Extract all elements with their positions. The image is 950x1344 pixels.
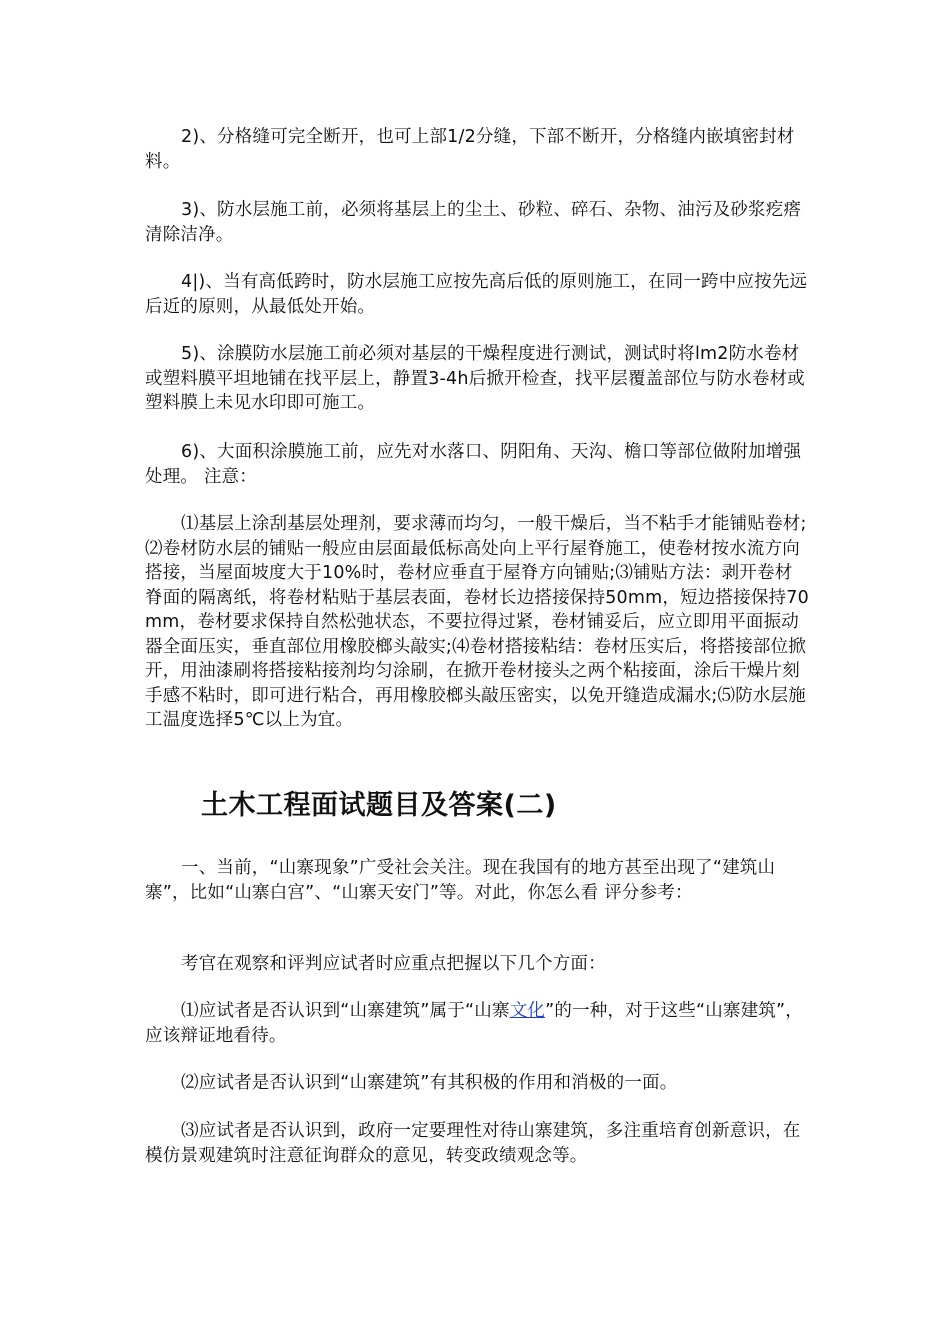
point-2-paragraph: ⑵应试者是否认识到“山寨建筑”有其积极的作用和消极的一面。 [181, 1073, 678, 1093]
paragraph-6: 6)、大面积涂膜施工前，应先对水落口、阴阳角、天沟、檐口等部位做附加增强处理。 注意： [145, 442, 802, 487]
point-3-paragraph: ⑶应试者是否认识到，政府一定要理性对待山寨建筑，多注重培育创新意识，在模仿景观建筑时注意征询群众的意见，转变政绩观念等。 [145, 1121, 801, 1166]
intro-paragraph: 考官在观察和评判应试者时应重点把握以下几个方面： [181, 954, 606, 974]
paragraph-3: 3)、防水层施工前，必须将基层上的尘土、砂粒、碎石、杂物、油污及砂浆疙瘩清除洁净。 [145, 200, 802, 245]
notes-paragraph: ⑴基层上涂刮基层处理剂，要求薄而均匀，一般干燥后，当不粘手才能铺贴卷材;⑵卷材防水层的铺贴一般应由层面最低标高处向上平行屋脊施工，使卷材按水流方向搭接，当屋面坡度大于10%时，卷材应垂直于屋脊方向铺贴;⑶铺贴方法：剥开卷材脊面的隔离纸，将卷材粘贴于基层表面，卷材长边搭接保持50mm，短边搭接保持70mm，卷材要求保持自然松弛状态，不要拉得过紧，卷材铺妥后，应立即用平面振动器全面压实，垂直部位用橡胶榔头敲实;⑷卷材搭接粘结：卷材压实后，将搭接部位掀开，用油漆刷将搭接粘接剂均匀涂刷，在掀开卷材接头之两个粘接面，涂后干燥片刻手感不粘时，即可进行粘合，再用橡胶榔头敲压密实，以免开缝造成漏水;⑸防水层施工温度选择5℃以上为宜。 [145, 514, 809, 730]
paragraph-2: 2)、分格缝可完全断开，也可上部1/2分缝，下部不断开，分格缝内嵌填密封材料。 [145, 127, 795, 172]
question-paragraph: 一、当前，“山寨现象”广受社会关注。现在我国有的地方甚至出现了“建筑山寨”，比如“山寨白宫”、“山寨天安门”等。对此，你怎么看 评分参考： [145, 858, 776, 903]
point-1-paragraph [145, 999, 810, 1048]
point-1-text-end: ”的一种，对于这些“山寨建筑”，应该辩证地看待。 [145, 1001, 804, 1046]
point-1-text-start: ⑴应试者是否认识到“山寨建筑”属于“山寨 [181, 1001, 510, 1021]
culture-link[interactable]: 文化 [509, 1001, 546, 1021]
paragraph-5: 5)、涂膜防水层施工前必须对基层的干燥程度进行测试，测试时将lm2防水卷材或塑料膜平坦地铺在找平层上，静置3-4h后掀开检查，找平层覆盖部位与防水卷材或塑料膜上未见水印即可施工。 [145, 344, 805, 413]
section-title: 土木工程面试题目及答案(二) [201, 790, 557, 821]
paragraph-4: 4|)、当有高低跨时，防水层施工应按先高后低的原则施工，在同一跨中应按先远后近的原则，从最低处开始。 [145, 272, 808, 317]
